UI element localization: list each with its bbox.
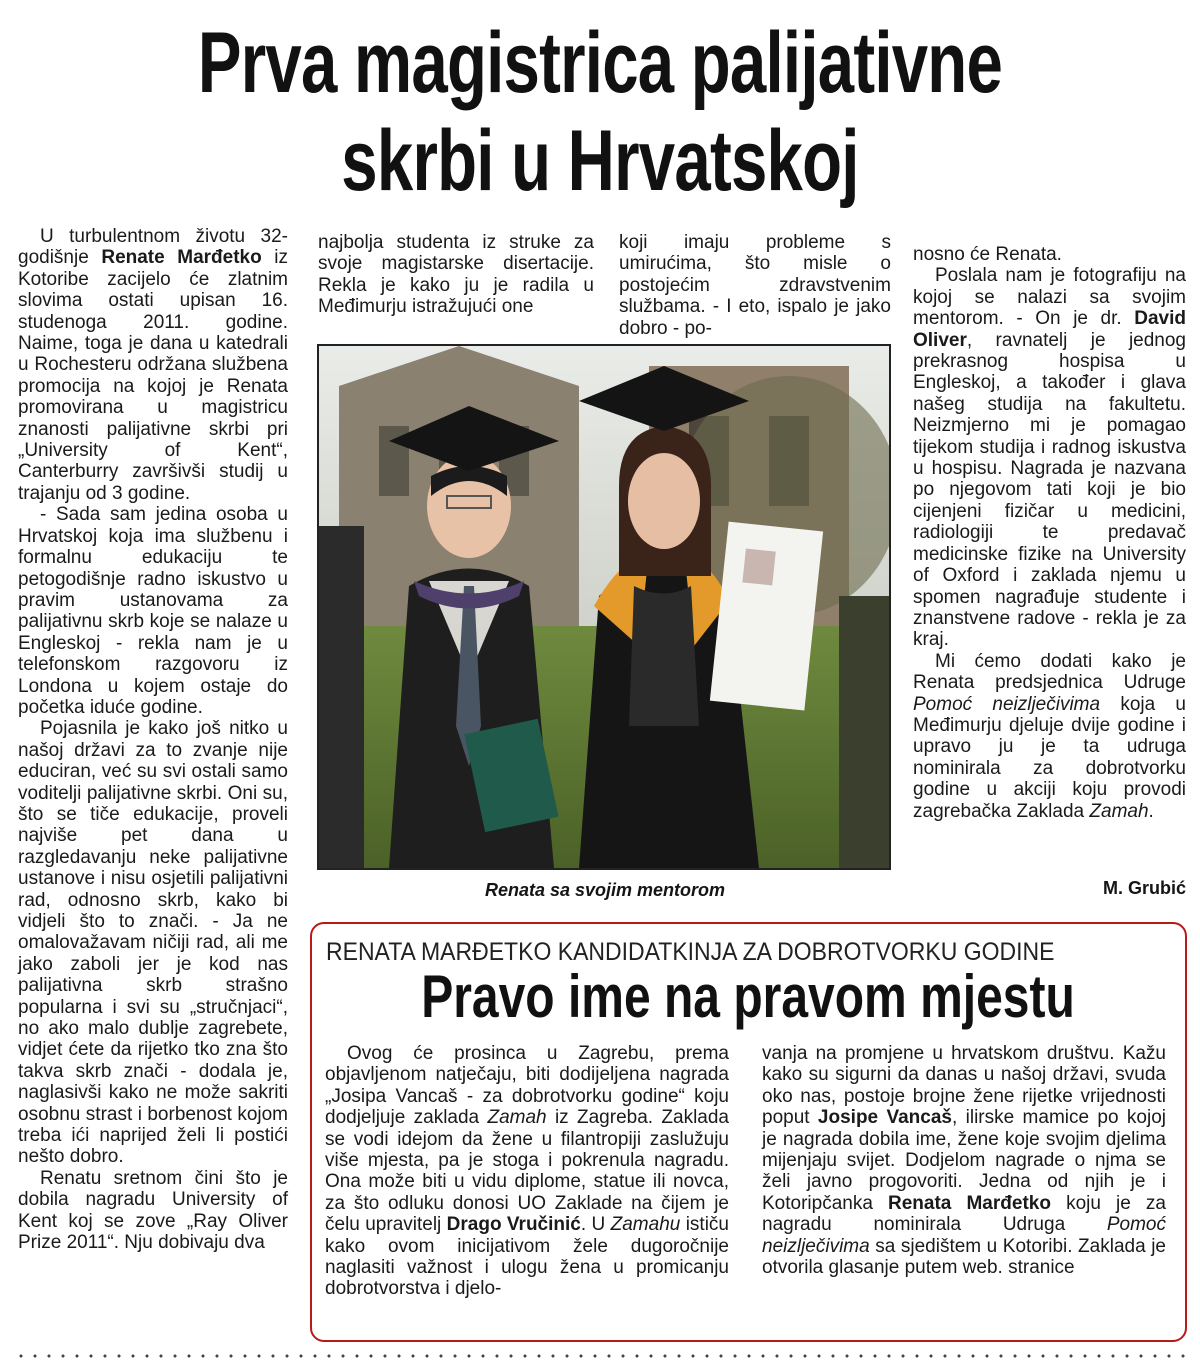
text-run: . U — [580, 1214, 611, 1236]
paragraph: - Sada sam jedina osoba u Hrvatskoj koja ima službenu i formalnu edukaciju te petogodišnje radno iskustvo u pravim ustanovama za palijativnu skrb koje se nalaze u Engleskoj - rekla nam je u telefonskom razgovoru iz Londona u kojem ostaje do početka iduće godine. — [18, 504, 288, 718]
paragraph: koji imaju probleme s umirućima, što misle o postojećim zdravstvenim službama. - I eto, ispalo je jako dobro - po- — [619, 232, 891, 339]
paragraph: Pojasnila je kako još nitko u našoj državi za to zvanje nije educiran, već su svi ostali samo voditelji palijativne skrbi. Oni su, što se tiče edukacije, proveli najviše pet dana u razgledavanju neke palijativne ustanove i nisu osjetili palijativni rad, odnosno skrb, kako bi vidjeli što to znači. - Ja ne omalovažavam ničiji rad, ali me jako zaboli jer je kod nas palijativna skrb strašno popularna i svi su „stručnjaci“, no ako malo dublje zagrebete, vidjet ćete da rijetko tko zna što takva skrb znači - dodala je, naglasivši kako ne može sakriti osobnu strast i borbenost kojom treba ići naprijed želi li postići nešto dobro. — [18, 718, 288, 1168]
text-run: iz Kotoribe zacijelo će zlatnim slovima ostati upisan 16. studenoga 2011. godine. Naime, toga je dana u katedrali u Rochesteru održana službena promocija na kojoj je Renata promovirana u magistricu znanosti palijativne skrbi pri „University of Kent“, Canterburry završivši studij u trajanju od 3 godine. — [18, 247, 288, 504]
sidebar-kicker: RENATA MARĐETKO KANDIDATKINJA ZA DOBROTVORKU GODINE — [326, 938, 1055, 966]
author-byline: M. Grubić — [1102, 878, 1186, 898]
paragraph — [18, 226, 288, 504]
article-column-2 — [318, 232, 594, 318]
headline-line-1: Prva magistrica palijativne — [197, 15, 1003, 111]
text-run: iz Zagreba. Zaklada se vodi idejom da žene u filantropiji zaslužuju više mjesta, pa je stoga i pokrenula nagradu. Ona može biti u vidu diplome, statue ili novca, za što odluku donosi UO Zaklade na čijem je čelu upravitelj — [325, 1107, 729, 1236]
article-column-3 — [619, 232, 891, 339]
photo-illustration — [319, 346, 889, 868]
text-run: koja u Međimurju djeluje dvije godine i upravo ju je ta udruga nominirala za dobrotvorku godine u akciji koju provodi zagrebačka Zaklada — [913, 693, 1186, 822]
text-run: sa sjedištem u Kotoribi. Zaklada je otvorila glasanje putem web. stranice — [762, 1235, 1166, 1279]
text-run: , ravnatelj je jednog prekrasnog hospisa u Engleskoj, a također i glava našeg studija na fakultetu. Neizmjerno mi je pomagao tijekom studija i radnog iskustva u hospisu. Nagrada je nazvana po njegovom tati koji je bio cijenjeni fizičar u medicini, radiologiji te predavač medicinske fizike na University of Oxford i zaklada njemu u spomen nagrađuje studente i znanstvene radove - rekla je za kraj. — [913, 329, 1186, 651]
photo-caption: Renata sa svojim mentorom — [484, 880, 726, 900]
person-name: Drago Vručinić — [446, 1214, 581, 1236]
association-name: Pomoć neizlječivima — [762, 1214, 1166, 1257]
foundation-name: Zamah — [1089, 800, 1149, 822]
text-run: , ilirske mamice po kojoj je nagrada dobila ime, žene koje svojim djelima mijenjaju svijet. Dodjelom nagrade o njma se želi javno progovoriti. Jedna od njih je i Kotoripčanka — [762, 1107, 1167, 1214]
article-headline — [159, 14, 1041, 210]
sidebar-headline: Pravo ime na pravom mjestu — [421, 963, 1075, 1030]
paragraph — [762, 1043, 1166, 1278]
person-name: David Oliver — [913, 308, 1186, 351]
text-run: koju je za nagradu nominirala Udruga — [762, 1192, 1166, 1236]
text-run: vanja na promjene u hrvatskom društvu. Kažu kako su sigurni da danas u našoj državi, svuda oko nas, postoje brojne žene rijetke vrijednosti poput — [762, 1043, 1166, 1129]
text-run: Poslala nam je fotografiju na kojoj se nalazi sa svojim mentorom. - On je dr. — [913, 265, 1186, 330]
page-bottom-dotted-rule — [14, 1352, 1186, 1360]
person-name: Renate Marđetko — [101, 247, 262, 269]
person-name: Renata Marđetko — [888, 1192, 1051, 1214]
paragraph — [325, 1043, 729, 1300]
paragraph: nosno će Renata. — [913, 244, 1062, 265]
paragraph — [913, 265, 1186, 650]
headline-line-2: skrbi u Hrvatskoj — [341, 113, 859, 209]
sidebar-column-right — [762, 1043, 1166, 1278]
paragraph — [913, 651, 1186, 822]
text-run: Ovog će prosinca u Zagrebu, prema objavljenom natječaju, biti dodijeljena nagrada „Josipa Vancaš - za dobrotvorku godine“ koju dodjeljuje zaklada — [325, 1043, 729, 1129]
article-column-4 — [913, 244, 1186, 884]
graduation-photo — [317, 344, 891, 870]
text-run: . — [1148, 800, 1154, 822]
foundation-name: Zamahu — [610, 1214, 681, 1236]
article-column-1 — [18, 226, 288, 1346]
sidebar-column-left — [325, 1043, 729, 1300]
paragraph: najbolja studenta iz struke za svoje magistarske disertacije. Rekla je kako ju je radila u Međimurju istražujući one — [318, 232, 594, 318]
paragraph: Renatu sretnom čini što je dobila nagradu University of Kent koj se zove „Ray Oliver Prize 2011“. Nju dobivaju dva — [18, 1167, 288, 1254]
person-name: Josipe Vancaš — [817, 1107, 952, 1129]
text-run: Mi ćemo dodati kako je Renata predsjednica Udruge — [913, 650, 1186, 694]
text-run: ističu kako ovom inicijativom žele dugoročnije naglasiti važnost i ulogu žena u promicanju dobrotvorstva i djelo- — [325, 1214, 729, 1300]
text-run: U turbulentnom životu 32-godišnje — [18, 226, 288, 269]
foundation-name: Zamah — [487, 1107, 547, 1129]
association-name: Pomoć neizlječivima — [913, 693, 1101, 715]
